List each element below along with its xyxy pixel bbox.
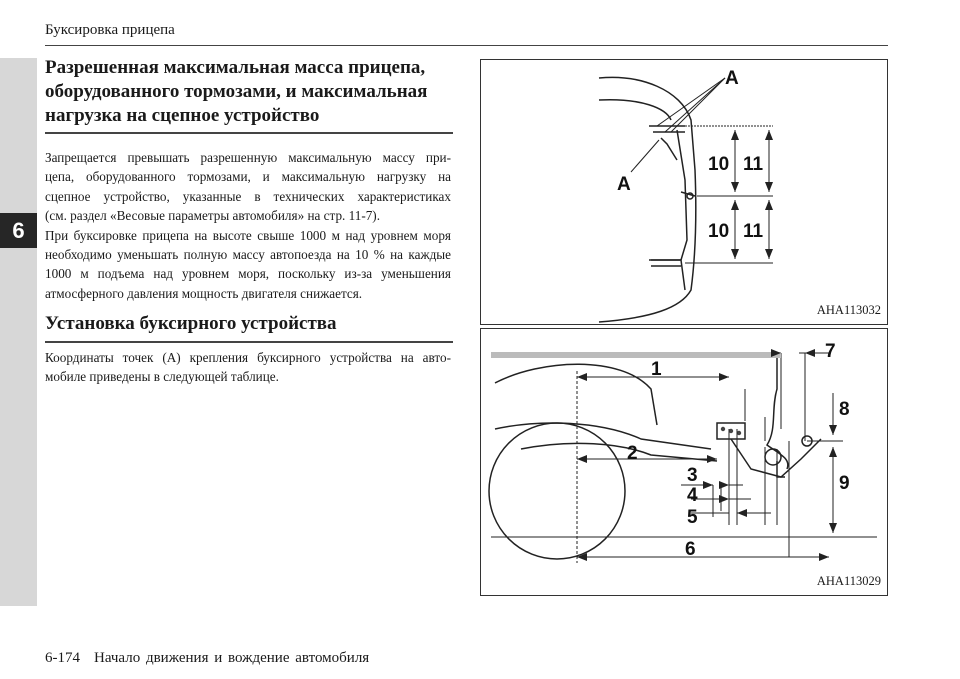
label-dim-4: 4 <box>687 485 698 506</box>
section-title-line: оборудованного тормозами, и максимальная <box>45 81 428 102</box>
label-dim-11-bottom: 11 <box>743 221 764 242</box>
label-dim-10-bottom: 10 <box>708 221 730 242</box>
section-title-line: нагрузка на сцепное устройство <box>45 105 320 126</box>
running-title: Буксировка прицепа <box>45 22 175 38</box>
text-line: сцепное устройство, указанные в технических характеристиках <box>45 188 451 204</box>
section-title-line: Разрешенная максимальная масса прицепа, <box>45 57 426 78</box>
text-line: Координаты точек (A) крепления буксирного устройства на авто- <box>45 350 451 365</box>
figure-code: AHA113032 <box>816 303 881 317</box>
text-line: (см. раздел «Весовые параметры автомобиля» на стр. 11-7). <box>45 208 380 224</box>
bumper-outline <box>599 77 696 322</box>
label-dim-2: 2 <box>627 443 638 464</box>
label-dim-7: 7 <box>825 341 836 362</box>
text-line: Запрещается превышать разрешенную максимальную массу при- <box>45 150 451 165</box>
text-line: необходимо уменьшать полную массу автопоезда на 10 % на каждые <box>45 246 451 262</box>
text-line: мобиле приведены в следующей таблице. <box>45 369 279 385</box>
upper-bracket <box>649 126 685 132</box>
text-line: 1000 м подъема над уровнем моря, поскольку из-за уменьшения <box>45 266 451 282</box>
text-line: атмосферного давления мощность двигателя снижается. <box>45 285 363 301</box>
side-view-drawing <box>481 329 887 595</box>
page-number: 6-174 <box>45 650 80 666</box>
figure-mounting-points-rear <box>480 59 888 325</box>
page-footer <box>45 650 369 667</box>
lower-bracket <box>649 260 681 266</box>
paragraph-trailer-mass <box>45 148 451 303</box>
label-point-a-left: A <box>617 174 631 195</box>
label-dim-6: 6 <box>685 539 696 560</box>
header-rule <box>45 45 888 46</box>
tow-bar <box>731 439 821 477</box>
label-dim-10-top: 10 <box>708 154 730 175</box>
label-dim-3: 3 <box>687 465 698 486</box>
label-dim-8: 8 <box>839 399 850 420</box>
figure-code: AHA113029 <box>816 574 881 588</box>
chapter-tab[interactable] <box>0 213 37 248</box>
figure-mounting-dimensions-side <box>480 328 888 596</box>
text-line: цепа, оборудованного тормозами, и максимальную нагрузку на <box>45 169 451 185</box>
chapter-sidebar <box>0 58 37 606</box>
text-line: При буксировке прицепа на высоте свыше 1000 м над уровнем моря <box>45 227 451 243</box>
section-title-tow-hitch <box>45 312 453 343</box>
rear-view-drawing <box>481 60 887 324</box>
label-point-a-top: A <box>725 68 739 89</box>
chapter-number: 6 <box>12 217 25 243</box>
section-title-trailer-mass <box>45 56 453 134</box>
wheel-arch <box>495 364 657 425</box>
chapter-title: Начало движения и вождение автомобиля <box>94 650 370 666</box>
section-title-line: Установка буксирного устройства <box>45 313 337 334</box>
label-dim-9: 9 <box>839 473 850 494</box>
label-dim-1: 1 <box>651 359 662 380</box>
body-line <box>599 100 671 120</box>
paragraph-tow-hitch <box>45 348 451 387</box>
label-dim-5: 5 <box>687 507 698 528</box>
label-dim-11-top: 11 <box>743 154 764 175</box>
